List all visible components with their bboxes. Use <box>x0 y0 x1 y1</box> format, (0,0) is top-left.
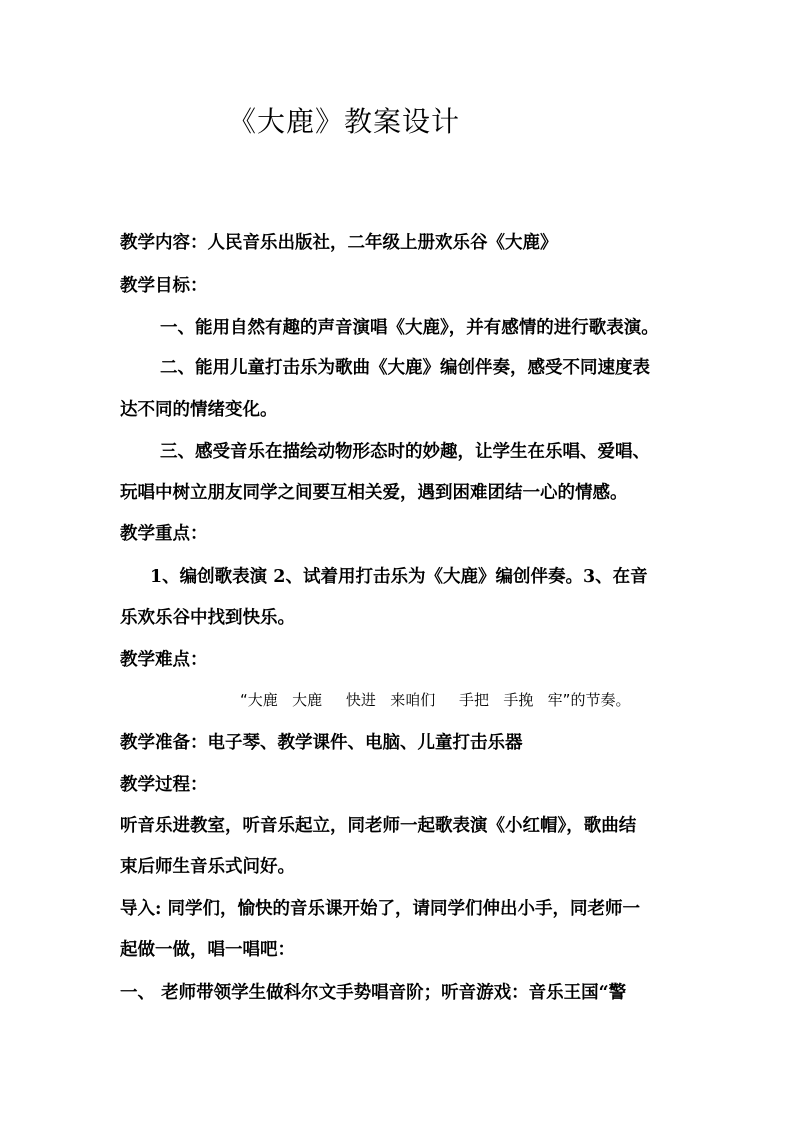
document-title: 《大鹿》教案设计 <box>228 105 461 138</box>
key-points-line: 1、编创歌表演 2、试着用打击乐为《大鹿》编创伴奏。3、在音 <box>150 567 648 587</box>
step-1-line: 一、 老师带领学生做科尔文手势唱音阶；听音游戏：音乐王国“警 <box>120 983 627 1003</box>
teaching-goals-heading: 教学目标： <box>120 276 208 296</box>
key-points-heading: 教学重点： <box>120 524 208 544</box>
rhythm-line: “大鹿 大鹿 快进 来咱们 手把 手挽 牢”的节奏。 <box>240 691 631 709</box>
goal-2-line: 二、能用儿童打击乐为歌曲《大鹿》编创伴奏，感受不同速度表 <box>160 358 650 378</box>
process-heading: 教学过程： <box>120 775 208 795</box>
goal-2-continuation: 达不同的情绪变化。 <box>120 400 278 420</box>
difficulties-heading: 教学难点： <box>120 650 208 670</box>
key-points-continuation: 乐欢乐谷中找到快乐。 <box>120 608 295 628</box>
intro-continuation: 起做一做，唱一唱吧： <box>120 940 295 960</box>
goal-3-line: 三、感受音乐在描绘动物形态时的妙趣，让学生在乐唱、爱唱、 <box>160 442 650 462</box>
goal-1-line: 一、能用自然有趣的声音演唱《大鹿》，并有感情的进行歌表演。 <box>160 318 659 338</box>
teaching-content-line: 教学内容：人民音乐出版社，二年级上册欢乐谷《大鹿》 <box>120 233 558 253</box>
goal-3-continuation: 玩唱中树立朋友同学之间要互相关爱，遇到困难团结一心的情感。 <box>120 483 628 503</box>
preparation-line: 教学准备：电子琴、教学课件、电脑、儿童打击乐器 <box>120 733 523 753</box>
process-line-1: 听音乐进教室，听音乐起立，同老师一起歌表演《小红帽》，歌曲结 <box>120 816 637 836</box>
process-line-1-continuation: 束后师生音乐式问好。 <box>120 857 295 877</box>
intro-line: 导入: 同学们，愉快的音乐课开始了，请同学们伸出小手，同老师一 <box>120 899 641 919</box>
